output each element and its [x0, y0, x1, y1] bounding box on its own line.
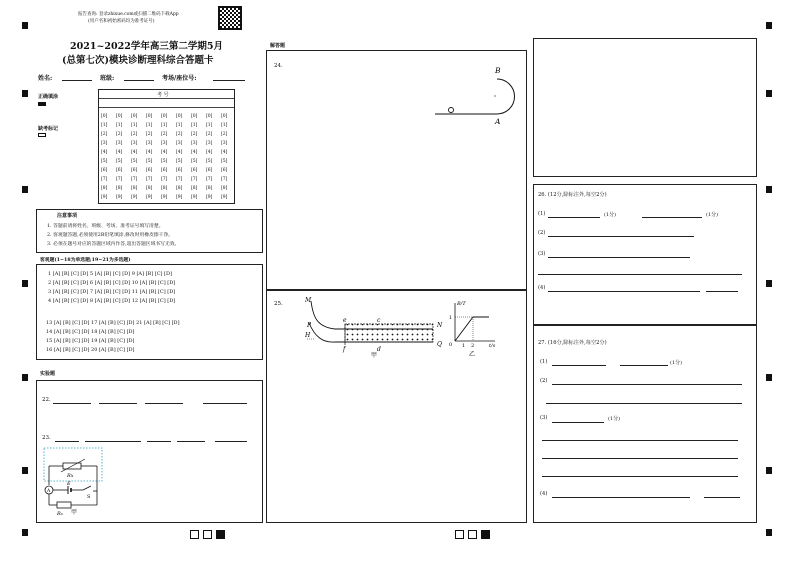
- exam-digit-bubble[interactable]: [4]: [206, 150, 213, 155]
- exam-digit-bubble[interactable]: [7]: [101, 177, 108, 182]
- mcq-row[interactable]: 15 [A] [B] [C] [D] 19 [A] [B] [C] [D]: [46, 338, 135, 344]
- exam-digit-bubble[interactable]: [9]: [146, 195, 153, 200]
- experiment-answer-box[interactable]: [36, 380, 263, 523]
- absent-mark-box[interactable]: [38, 133, 46, 137]
- exam-digit-bubble[interactable]: [2]: [116, 132, 123, 137]
- exam-number-grid[interactable]: [98, 89, 235, 204]
- exam-digit-columns[interactable]: [101, 112, 233, 202]
- name-field[interactable]: [62, 80, 92, 81]
- exam-digit-bubble[interactable]: [7]: [116, 177, 123, 182]
- timing-mark: [22, 280, 28, 287]
- note-item: 1. 答题前请将姓名、班级、考场、准考证号填写清楚。: [47, 224, 164, 229]
- timing-mark: [22, 90, 28, 97]
- exam-digit-bubble[interactable]: [0]: [131, 114, 138, 119]
- exam-digit-bubble[interactable]: [9]: [161, 195, 168, 200]
- fig-x1: 1: [462, 343, 466, 349]
- q26-part1-score-a: (1分): [604, 212, 617, 218]
- timing-mark: [766, 186, 772, 193]
- correct-fill-example: [38, 102, 46, 106]
- exam-digit-bubble[interactable]: [9]: [176, 195, 183, 200]
- circuit-caption: 甲: [71, 509, 78, 516]
- exam-digit-bubble[interactable]: [5]: [101, 159, 108, 164]
- page-marker: [468, 530, 477, 539]
- objective-title: 客观题(1~18为单选题;19~21为多选题): [40, 257, 131, 263]
- mcq-row[interactable]: 13 [A] [B] [C] [D] 17 [A] [B] [C] [D] 21 [A] [B] [C] [D]: [46, 320, 180, 326]
- q27-part3: (3): [540, 415, 548, 421]
- mcq-row[interactable]: 16 [A] [B] [C] [D] 20 [A] [B] [C] [D]: [46, 347, 135, 353]
- q27-answer-box[interactable]: [533, 325, 757, 523]
- exam-digit-bubble[interactable]: [4]: [131, 150, 138, 155]
- q24-answer-box[interactable]: [266, 50, 527, 290]
- exam-digit-bubble[interactable]: [6]: [101, 168, 108, 173]
- exam-digit-bubble[interactable]: [4]: [146, 150, 153, 155]
- experiment-title: 实验题: [40, 371, 56, 377]
- exam-digit-bubble[interactable]: [1]: [176, 123, 183, 128]
- exam-digit-bubble[interactable]: [5]: [206, 159, 213, 164]
- exam-digit-bubble[interactable]: [2]: [191, 132, 198, 137]
- fig-h: H: [305, 332, 311, 339]
- exam-digit-bubble[interactable]: [5]: [146, 159, 153, 164]
- q26-part2: (2): [538, 230, 546, 236]
- page-marker: [216, 530, 225, 539]
- page-marker: [455, 530, 464, 539]
- exam-digit-bubble[interactable]: [2]: [101, 132, 108, 137]
- q27-part1-score: (1分): [670, 360, 683, 366]
- exam-digit-bubble[interactable]: [4]: [221, 150, 228, 155]
- exam-digit-bubble[interactable]: [2]: [176, 132, 183, 137]
- exam-digit-column[interactable]: [101, 112, 107, 202]
- q27-part3-score: (1分): [608, 416, 621, 422]
- fig-n: N: [437, 322, 443, 329]
- timing-mark: [22, 467, 28, 474]
- timing-mark: [766, 22, 772, 29]
- exam-digit-column[interactable]: [131, 112, 137, 202]
- mcq-row[interactable]: 14 [A] [B] [C] [D] 18 [A] [B] [C] [D]: [46, 329, 135, 335]
- absent-mark-label: 缺考标记: [38, 126, 59, 132]
- exam-digit-bubble[interactable]: [8]: [101, 186, 108, 191]
- exam-digit-column[interactable]: [191, 112, 197, 202]
- exam-digit-bubble[interactable]: [7]: [191, 177, 198, 182]
- exam-digit-bubble[interactable]: [8]: [116, 186, 123, 191]
- exam-digit-bubble[interactable]: [4]: [191, 150, 198, 155]
- exam-digit-bubble[interactable]: [0]: [221, 114, 228, 119]
- exam-digit-bubble[interactable]: [1]: [191, 123, 198, 128]
- fig-zero: 0: [449, 342, 453, 348]
- exam-digit-bubble[interactable]: [9]: [206, 195, 213, 200]
- exam-digit-bubble[interactable]: [4]: [161, 150, 168, 155]
- exam-digit-bubble[interactable]: [9]: [191, 195, 198, 200]
- fig-caption-1: 甲: [371, 352, 378, 359]
- fig-one: 1: [449, 315, 453, 321]
- q24-point-b: B: [495, 66, 501, 75]
- page-marker: [190, 530, 199, 539]
- exam-digit-bubble[interactable]: [1]: [206, 123, 213, 128]
- name-label: 姓名:: [38, 75, 53, 82]
- fig-bt: B/T: [457, 301, 466, 307]
- exam-digit-bubble[interactable]: [3]: [116, 141, 123, 146]
- exam-digit-bubble[interactable]: [9]: [101, 195, 108, 200]
- circuit-ro: R₀: [57, 511, 63, 517]
- q25-label: 25.: [274, 301, 283, 307]
- q22-label: 22.: [42, 397, 51, 403]
- exam-digit-bubble[interactable]: [5]: [191, 159, 198, 164]
- timing-mark: [766, 467, 772, 474]
- page-subtitle: (总第七次)模块诊断理科综合答题卡: [62, 55, 214, 66]
- exam-digit-bubble[interactable]: [4]: [101, 150, 108, 155]
- q24-label: 24.: [274, 63, 283, 69]
- notes-box: [36, 209, 263, 253]
- q25-answer-box[interactable]: [266, 290, 527, 523]
- exam-digit-bubble[interactable]: [2]: [206, 132, 213, 137]
- objective-answer-box[interactable]: [36, 264, 263, 360]
- exam-digit-bubble[interactable]: [1]: [221, 123, 228, 128]
- fig-q: Q: [437, 341, 442, 348]
- fig-caption-2: 乙: [469, 351, 476, 358]
- fig-d: d: [377, 346, 381, 353]
- exam-digit-bubble[interactable]: [4]: [116, 150, 123, 155]
- fig-x2: 2: [471, 343, 475, 349]
- fig-m: M: [305, 297, 312, 304]
- exam-digit-bubble[interactable]: [1]: [161, 123, 168, 128]
- fig-p: P: [307, 322, 312, 329]
- exam-digit-column[interactable]: [161, 112, 167, 202]
- exam-digit-bubble[interactable]: [3]: [146, 141, 153, 146]
- exam-digit-bubble[interactable]: [0]: [191, 114, 198, 119]
- q26-title: 26. (12分,除标注外,每空2分): [538, 192, 607, 198]
- exam-digit-bubble[interactable]: [0]: [176, 114, 183, 119]
- exam-digit-bubble[interactable]: [4]: [176, 150, 183, 155]
- q27-part1: (1): [540, 359, 548, 365]
- exam-digit-bubble[interactable]: [6]: [206, 168, 213, 173]
- exam-digit-bubble[interactable]: [0]: [161, 114, 168, 119]
- exam-digit-bubble[interactable]: [0]: [146, 114, 153, 119]
- timing-mark: [22, 22, 28, 29]
- mcq-row[interactable]: 4 [A] [B] [C] [D] 8 [A] [B] [C] [D] 12 [A] [B] [C] [D]: [48, 298, 176, 304]
- exam-digit-bubble[interactable]: [3]: [161, 141, 168, 146]
- fig-e: e: [343, 317, 347, 324]
- exam-digit-bubble[interactable]: [9]: [116, 195, 123, 200]
- notes-title: 注意事项: [57, 213, 78, 219]
- exam-digit-bubble[interactable]: [7]: [161, 177, 168, 182]
- timing-mark: [22, 374, 28, 381]
- exam-digit-bubble[interactable]: [8]: [146, 186, 153, 191]
- page-title: 2021~2022学年高三第二学期5月: [70, 41, 223, 52]
- q27-part4: (4): [540, 491, 548, 497]
- timing-mark: [766, 529, 772, 536]
- note-item: 3. 必须在题号对应的答题区域内作答,超出答题区域书写无效。: [47, 242, 180, 247]
- page-marker: [203, 530, 212, 539]
- timing-mark: [22, 186, 28, 193]
- circuit-rx: Rx: [67, 473, 74, 479]
- exam-digit-bubble[interactable]: [8]: [221, 186, 228, 191]
- exam-digit-column[interactable]: [221, 112, 227, 202]
- note-item: 2. 客观题答题,必须使用2B铅笔填涂,修改时用橡皮擦干净。: [47, 233, 174, 238]
- exam-digit-bubble[interactable]: [3]: [191, 141, 198, 146]
- exam-digit-bubble[interactable]: [1]: [116, 123, 123, 128]
- exam-digit-bubble[interactable]: [2]: [146, 132, 153, 137]
- timing-mark: [766, 90, 772, 97]
- fig-f: f: [343, 346, 346, 353]
- exam-digit-bubble[interactable]: [3]: [206, 141, 213, 146]
- exam-digit-bubble[interactable]: [2]: [221, 132, 228, 137]
- exam-digit-bubble[interactable]: [8]: [176, 186, 183, 191]
- exam-digit-bubble[interactable]: [0]: [116, 114, 123, 119]
- timing-mark: [766, 280, 772, 287]
- correct-fill-label: 正确填涂: [38, 94, 59, 100]
- exam-digit-bubble[interactable]: [9]: [131, 195, 138, 200]
- exam-digit-bubble[interactable]: [3]: [221, 141, 228, 146]
- exam-digit-column[interactable]: [146, 112, 152, 202]
- exam-digit-bubble[interactable]: [7]: [176, 177, 183, 182]
- exam-digit-bubble[interactable]: [6]: [161, 168, 168, 173]
- q26-part3: (3): [538, 251, 546, 257]
- q27-part2: (2): [540, 378, 548, 384]
- exam-digit-bubble[interactable]: [5]: [161, 159, 168, 164]
- exam-digit-bubble[interactable]: [6]: [176, 168, 183, 173]
- q26-part1: (1): [538, 211, 546, 217]
- timing-mark: [22, 529, 28, 536]
- q26-part4: (4): [538, 285, 546, 291]
- circuit-a: A: [47, 489, 51, 494]
- class-field[interactable]: [124, 80, 154, 81]
- circuit-s: S: [87, 494, 91, 500]
- exam-digit-bubble[interactable]: [5]: [221, 159, 228, 164]
- mcq-row[interactable]: 2 [A] [B] [C] [D] 6 [A] [B] [C] [D] 10 [A] [B] [C] [D]: [48, 280, 176, 286]
- q26-part1-score-b: (1分): [706, 212, 719, 218]
- fig-c: c: [377, 317, 381, 324]
- exam-digit-bubble[interactable]: [5]: [131, 159, 138, 164]
- exam-digit-bubble[interactable]: [7]: [221, 177, 228, 182]
- mcq-row[interactable]: 1 [A] [B] [C] [D] 5 [A] [B] [C] [D] 9 [A] [B] [C] [D]: [48, 271, 172, 277]
- exam-digit-column[interactable]: [116, 112, 122, 202]
- exam-digit-bubble[interactable]: [6]: [221, 168, 228, 173]
- class-label: 班级:: [100, 75, 115, 82]
- exam-digit-bubble[interactable]: [6]: [191, 168, 198, 173]
- answer-section-title: 解答题: [270, 43, 286, 49]
- exam-digit-bubble[interactable]: [5]: [176, 159, 183, 164]
- room-label: 考场/座位号:: [162, 75, 197, 82]
- exam-number-header: 考 号: [157, 92, 169, 98]
- exam-digit-bubble[interactable]: [1]: [146, 123, 153, 128]
- timing-mark: [766, 374, 772, 381]
- exam-digit-bubble[interactable]: [6]: [146, 168, 153, 173]
- exam-digit-bubble[interactable]: [8]: [191, 186, 198, 191]
- report-note: 报告查询: 登录zhixue.com或扫描二维码下载App: [78, 12, 179, 17]
- exam-digit-bubble[interactable]: [0]: [206, 114, 213, 119]
- exam-digit-bubble[interactable]: [5]: [116, 159, 123, 164]
- exam-digit-bubble[interactable]: [6]: [116, 168, 123, 173]
- exam-digit-bubble[interactable]: [3]: [131, 141, 138, 146]
- room-field[interactable]: [213, 80, 245, 81]
- qr-code: [218, 6, 242, 30]
- exam-digit-bubble[interactable]: [1]: [131, 123, 138, 128]
- exam-digit-bubble[interactable]: [8]: [161, 186, 168, 191]
- exam-digit-bubble[interactable]: [6]: [131, 168, 138, 173]
- circuit-e: E: [67, 481, 71, 487]
- q25-rail-figure: [305, 297, 521, 359]
- q27-title: 27. (16分,除标注外,每空2分): [538, 340, 607, 346]
- exam-digit-bubble[interactable]: [7]: [131, 177, 138, 182]
- exam-digit-bubble[interactable]: [2]: [161, 132, 168, 137]
- report-note-sub: (用户名和初始密码均为准考证号): [88, 19, 155, 24]
- exam-digit-column[interactable]: [176, 112, 182, 202]
- exam-digit-bubble[interactable]: [3]: [176, 141, 183, 146]
- exam-digit-bubble[interactable]: [8]: [131, 186, 138, 191]
- right-top-answer-box[interactable]: [533, 38, 757, 177]
- exam-digit-bubble[interactable]: [2]: [131, 132, 138, 137]
- exam-digit-bubble[interactable]: [3]: [101, 141, 108, 146]
- exam-digit-bubble[interactable]: [8]: [206, 186, 213, 191]
- mcq-row[interactable]: 3 [A] [B] [C] [D] 7 [A] [B] [C] [D] 11 [A] [B] [C] [D]: [48, 289, 176, 295]
- fig-ts: t/s: [489, 343, 496, 349]
- q23-label: 23.: [42, 435, 51, 441]
- page-marker: [481, 530, 490, 539]
- exam-digit-bubble[interactable]: [0]: [101, 114, 108, 119]
- exam-digit-bubble[interactable]: [7]: [206, 177, 213, 182]
- exam-digit-bubble[interactable]: [9]: [221, 195, 228, 200]
- exam-digit-column[interactable]: [206, 112, 212, 202]
- exam-digit-bubble[interactable]: [7]: [146, 177, 153, 182]
- q26-answer-box[interactable]: [533, 184, 757, 325]
- q24-point-a: A: [495, 117, 501, 126]
- exam-digit-bubble[interactable]: [1]: [101, 123, 108, 128]
- q24-track-figure: [433, 59, 523, 129]
